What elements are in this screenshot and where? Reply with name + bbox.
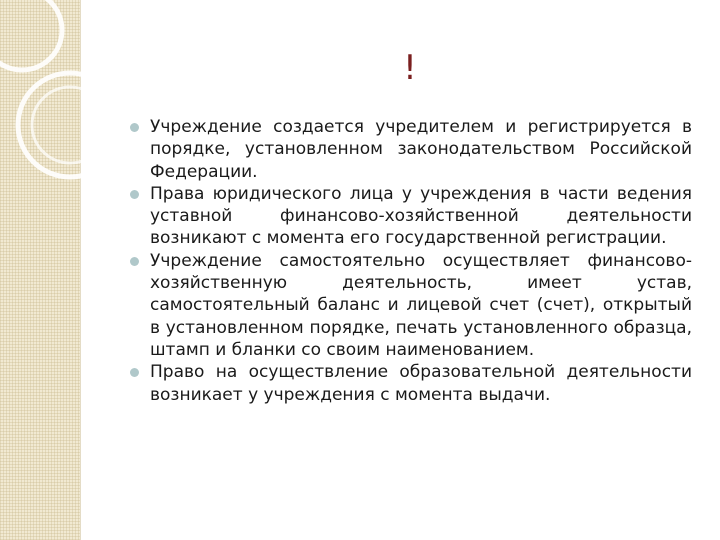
list-item bbox=[130, 361, 692, 406]
bullet-text: Право на осуществление образовательной деятельности возникает у учреждения с момента выдачи. bbox=[150, 362, 692, 405]
slide-content bbox=[130, 116, 692, 406]
bullet-icon bbox=[130, 123, 139, 132]
list-item bbox=[130, 250, 692, 361]
bullet-text: Права юридического лица у учреждения в части ведения уставной финансово-хозяйственной деятельности возникают с момента его государственной регистрации. bbox=[150, 183, 692, 249]
list-item bbox=[130, 116, 692, 183]
bullet-icon bbox=[130, 368, 139, 377]
bullet-icon bbox=[130, 257, 139, 266]
bullet-list bbox=[130, 116, 692, 406]
decorative-circles bbox=[0, 0, 81, 540]
bullet-text: Учреждение создается учредителем и регистрируется в порядке, установленном законодательством Российской Федерации. bbox=[150, 117, 692, 182]
bullet-text: Учреждение самостоятельно осуществляет финансово-хозяйственную деятельность, имеет устав, самостоятельный баланс и лицевой счет (счет), открытый в установленном порядке, печать установленного образца, штамп и бланки со своим наименованием. bbox=[150, 250, 692, 360]
list-item bbox=[130, 183, 692, 250]
slide-title: ! bbox=[403, 48, 417, 88]
bullet-icon bbox=[130, 190, 139, 199]
